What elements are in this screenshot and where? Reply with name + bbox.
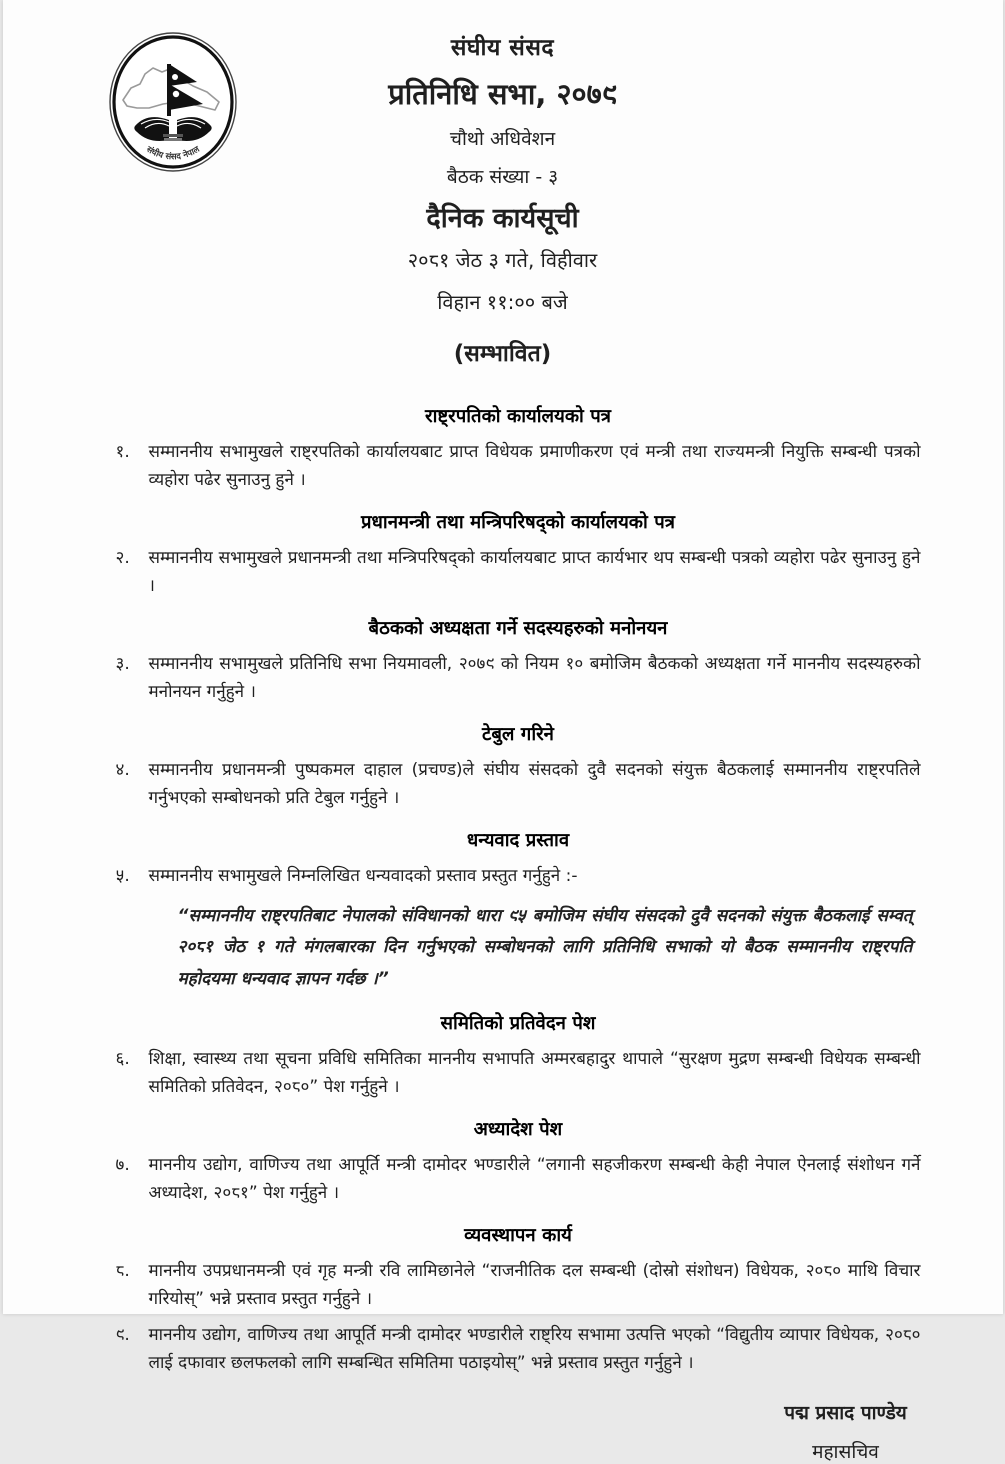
section-heading: व्यवस्थापन कार्य	[116, 1222, 921, 1247]
agenda-item	[116, 439, 921, 494]
item-number: ३.	[116, 651, 149, 679]
item-text: सम्माननीय सभामुखले प्रतिनिधि सभा नियमावली, २०७९ को नियम १० बमोजिम बैठकको अध्यक्षता गर्ने माननीय सदस्यहरुको मनोनयन गर्नुहुने ।	[149, 651, 921, 706]
item-number: ७.	[116, 1152, 149, 1180]
parliament-name: संघीय संसद	[3, 30, 1003, 62]
secretary-general-name: पद्म प्रसाद पाण्डेय	[686, 1399, 1005, 1425]
meeting-date: २०८१ जेठ ३ गते, विहीवार	[3, 246, 1003, 273]
signature-block	[686, 1399, 1005, 1464]
item-text: माननीय उद्योग, वाणिज्य तथा आपूर्ति मन्त्री दामोदर भण्डारीले राष्ट्रिय सभामा उत्पत्ति भएको “विद्युतीय व्यापार विधेयक, २०८० लाई दफावार छलफलको लागि सम्बन्धित समितिमा पठाइयोस्” भन्ने प्रस्ताव प्रस्तुत गर्नुहुने ।	[149, 1322, 921, 1377]
section-heading: प्रधानमन्त्री तथा मन्त्रिपरिषद्को कार्यालयको पत्र	[116, 509, 921, 534]
item-text: सम्माननीय सभामुखले राष्ट्रपतिको कार्यालयबाट प्राप्त विधेयक प्रमाणीकरण एवं मन्त्री तथा राज्यमन्त्री नियुक्ति सम्बन्धी पत्रको व्यहोरा पढेर सुनाउनु हुने ।	[149, 439, 921, 494]
item-number: ५.	[116, 863, 149, 891]
meeting-number: बैठक संख्या - ३	[3, 163, 1003, 189]
item-number: ६.	[116, 1046, 149, 1074]
item-text: माननीय उद्योग, वाणिज्य तथा आपूर्ति मन्त्री दामोदर भण्डारीले “लगानी सहजीकरण सम्बन्धी केही नेपाल ऐनलाई संशोधन गर्ने अध्यादेश, २०८१” पेश गर्नुहुने ।	[149, 1152, 921, 1207]
item-number: १.	[116, 439, 149, 467]
house-name: प्रतिनिधि सभा, २०७९	[3, 74, 1003, 113]
item-text: माननीय उपप्रधानमन्त्री एवं गृह मन्त्री रवि लामिछानेले “राजनीतिक दल सम्बन्धी (दोस्रो संशोधन) विधेयक, २०८० माथि विचार गरियोस्” भन्ने प्रस्ताव प्रस्तुत गर्नुहुने ।	[149, 1258, 921, 1313]
parliament-emblem-icon	[107, 30, 239, 180]
agenda-document-page	[3, 0, 1003, 1314]
agenda-item	[116, 1258, 921, 1313]
item-number: ८.	[116, 1258, 149, 1286]
item-number: ९.	[116, 1322, 149, 1350]
agenda-item	[116, 1322, 921, 1377]
agenda-item	[116, 651, 921, 706]
section-heading: समितिको प्रतिवेदन पेश	[116, 1010, 921, 1035]
tentative-label: (सम्भावित)	[3, 336, 1003, 368]
section-heading: राष्ट्रपतिको कार्यालयको पत्र	[116, 403, 921, 428]
section-heading: टेबुल गरिने	[116, 721, 921, 746]
agenda-item	[116, 1046, 921, 1101]
agenda-item	[116, 1152, 921, 1207]
session-label: चौथो अधिवेशन	[3, 125, 1003, 151]
agenda-item	[116, 863, 921, 891]
item-number: ४.	[116, 757, 149, 785]
item-text: सम्माननीय सभामुखले निम्नलिखित धन्यवादको प्रस्ताव प्रस्तुत गर्नुहुने :-	[149, 863, 921, 891]
section-heading: बैठकको अध्यक्षता गर्ने सदस्यहरुको मनोनयन	[116, 615, 921, 640]
item-text: शिक्षा, स्वास्थ्य तथा सूचना प्रविधि समितिका माननीय सभापति अम्मरबहादुर थापाले “सुरक्षण मुद्रण सम्बन्धी विधेयक सम्बन्धी समितिको प्रतिवेदन, २०८०” पेश गर्नुहुने ।	[149, 1046, 921, 1101]
meeting-time: विहान ११:०० बजे	[3, 288, 1003, 315]
item-number: २.	[116, 545, 149, 573]
item-text: सम्माननीय प्रधानमन्त्री पुष्पकमल दाहाल (प्रचण्ड)ले संघीय संसदको दुवै सदनको संयुक्त बैठकलाई सम्माननीय राष्ट्रपतिले गर्नुभएको सम्बोधनको प्रति टेबुल गर्नुहुने ।	[149, 757, 921, 812]
parliament-emblem	[107, 30, 239, 180]
section-heading: धन्यवाद प्रस्ताव	[116, 827, 921, 852]
thanks-motion-quote: “सम्माननीय राष्ट्रपतिबाट नेपालको संविधानको धारा ९५ बमोजिम संघीय संसदको दुवै सदनको संयुक्त बैठकलाई सम्वत् २०८१ जेठ १ गते मंगलबारका दिन गर्नुभएको सम्बोधनको लागि प्रतिनिधि सभाको यो बैठक सम्माननीय राष्ट्रपति महोदयमा धन्यवाद ज्ञापन गर्दछ ।”	[178, 901, 913, 995]
section-heading: अध्यादेश पेश	[116, 1116, 921, 1141]
secretary-general-title: महासचिव	[686, 1438, 1005, 1464]
agenda-body	[3, 374, 1003, 1464]
item-text: सम्माननीय सभामुखले प्रधानमन्त्री तथा मन्त्रिपरिषद्को कार्यालयबाट प्राप्त कार्यभार थप सम्बन्धी पत्रको व्यहोरा पढेर सुनाउनु हुने ।	[149, 545, 921, 600]
agenda-item	[116, 545, 921, 600]
emblem-caption: संघीय संसद नेपाल	[143, 143, 202, 162]
agenda-item	[116, 757, 921, 812]
document-title: दैनिक कार्यसूची	[3, 198, 1003, 235]
